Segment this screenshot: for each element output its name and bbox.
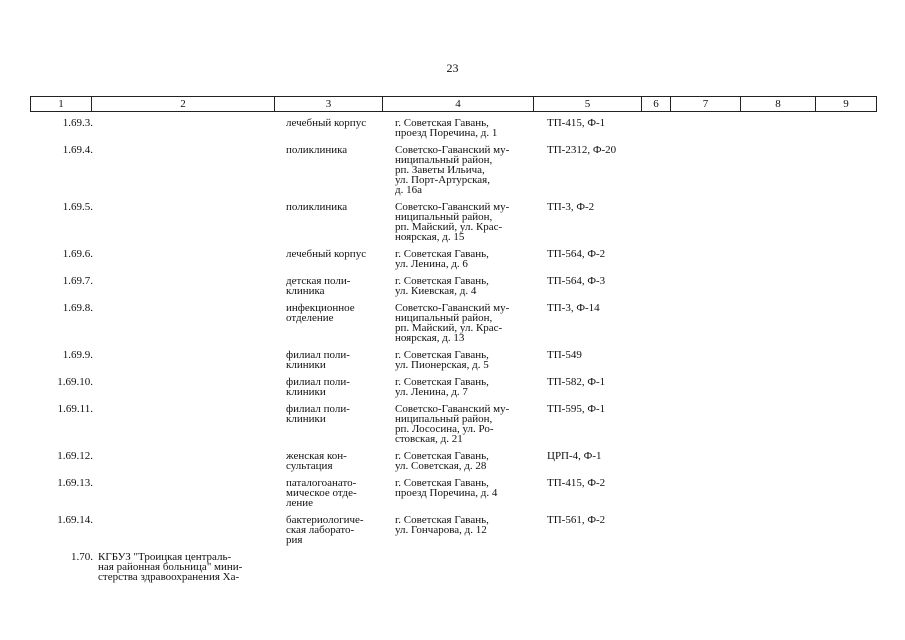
- table-row: [30, 118, 876, 138]
- organization-name: [98, 515, 283, 545]
- table-row: [30, 515, 876, 545]
- item-number: 1.69.3.: [62, 117, 93, 129]
- table-row: [30, 145, 876, 195]
- facility-object: [286, 118, 392, 138]
- item-number: 1.69.11.: [57, 403, 93, 415]
- power-feed: ТП-2312, Ф-20: [547, 144, 617, 156]
- organization-name: [98, 377, 283, 397]
- facility-address: [395, 276, 541, 296]
- column-number-4: 4: [383, 97, 534, 112]
- facility-object: [286, 145, 392, 195]
- table-row: [30, 350, 876, 370]
- facility-object: [286, 350, 392, 370]
- facility-address-line: ул. Киевская, д. 4: [395, 285, 477, 297]
- facility-object-line: бактериологиче-: [286, 514, 364, 526]
- facility-address-line: ул. Пионерская, д. 5: [395, 359, 489, 371]
- facility-address-line: ниципальный район,: [395, 154, 493, 166]
- column-number-3: 3: [275, 97, 383, 112]
- table-body: [30, 118, 876, 589]
- power-feed: ТП-415, Ф-2: [547, 477, 606, 489]
- facility-object-line: клиники: [286, 359, 326, 371]
- facility-address-line: рп. Майский, ул. Крас-: [395, 221, 503, 233]
- facility-address-line: ноярская, д. 13: [395, 332, 465, 344]
- facility-object: [286, 303, 392, 343]
- power-feed: [547, 552, 657, 582]
- organization-name: [98, 118, 283, 138]
- item-number: 1.69.4.: [62, 144, 93, 156]
- facility-object-line: сультация: [286, 460, 333, 472]
- facility-address-line: ул. Ленина, д. 7: [395, 386, 468, 398]
- facility-address-line: ноярская, д. 15: [395, 231, 465, 243]
- organization-name: [98, 202, 283, 242]
- facility-object-line: клиники: [286, 413, 326, 425]
- facility-address-line: г. Советская Гавань,: [395, 514, 489, 526]
- power-feed: ТП-415, Ф-1: [547, 117, 606, 129]
- power-feed: ТП-3, Ф-2: [547, 201, 595, 213]
- table-row: [30, 276, 876, 296]
- facility-object-line: лечебный корпус: [286, 248, 367, 260]
- facility-object-line: отделение: [286, 312, 334, 324]
- item-number: 1.69.8.: [62, 302, 93, 314]
- organization-name: [98, 303, 283, 343]
- facility-object-line: лечебный корпус: [286, 117, 367, 129]
- facility-address: [395, 249, 541, 269]
- item-number: 1.69.5.: [62, 201, 93, 213]
- facility-address-line: ниципальный район,: [395, 312, 493, 324]
- facility-address-line: ул. Гончарова, д. 12: [395, 524, 487, 536]
- table-row: [30, 404, 876, 444]
- facility-address-line: рп. Заветы Ильича,: [395, 164, 485, 176]
- facility-object: [286, 552, 392, 582]
- power-feed: ТП-561, Ф-2: [547, 514, 606, 526]
- table-row: [30, 377, 876, 397]
- facility-address: [395, 202, 541, 242]
- column-number-9: 9: [816, 97, 877, 112]
- item-number: 1.69.14.: [57, 514, 93, 526]
- facility-object: [286, 202, 392, 242]
- facility-address-line: г. Советская Гавань,: [395, 477, 489, 489]
- facility-address: [395, 303, 541, 343]
- facility-address-line: г. Советская Гавань,: [395, 275, 489, 287]
- power-feed: ТП-564, Ф-3: [547, 275, 606, 287]
- facility-object-line: ская лаборато-: [286, 524, 355, 536]
- power-feed: ТП-595, Ф-1: [547, 403, 606, 415]
- facility-address: [395, 478, 541, 508]
- power-feed: ЦРП-4, Ф-1: [547, 450, 602, 462]
- organization-name: [98, 276, 283, 296]
- power-feed: ТП-549: [547, 349, 582, 361]
- organization-name: [98, 552, 283, 582]
- facility-object-line: филиал поли-: [286, 349, 350, 361]
- power-feed: ТП-582, Ф-1: [547, 376, 606, 388]
- organization-name: [98, 249, 283, 269]
- facility-object-line: поликлиника: [286, 201, 348, 213]
- facility-object-line: ление: [286, 497, 314, 509]
- page-number: 23: [446, 61, 459, 75]
- facility-object-line: женская кон-: [286, 450, 347, 462]
- facility-object-line: клиника: [286, 285, 325, 297]
- facility-address-line: ниципальный район,: [395, 211, 493, 223]
- table-row: [30, 478, 876, 508]
- organization-name: [98, 145, 283, 195]
- item-number: 1.69.9.: [62, 349, 93, 361]
- facility-address-line: ул. Советская, д. 28: [395, 460, 487, 472]
- facility-address-line: Советско-Гаванский му-: [395, 144, 510, 156]
- facility-address: [395, 350, 541, 370]
- column-number-7: 7: [671, 97, 741, 112]
- organization-name-line: ная районная больница" мини-: [98, 561, 243, 573]
- facility-address-line: Советско-Гаванский му-: [395, 403, 510, 415]
- facility-address-line: стовская, д. 21: [395, 433, 463, 445]
- facility-address-line: ниципальный район,: [395, 413, 493, 425]
- facility-address-line: г. Советская Гавань,: [395, 349, 489, 361]
- table-row: [30, 202, 876, 242]
- item-number: 1.69.6.: [62, 248, 93, 260]
- facility-object-line: детская поли-: [286, 275, 351, 287]
- item-number: 1.69.10.: [57, 376, 93, 388]
- table-row: [30, 451, 876, 471]
- facility-address: [395, 404, 541, 444]
- facility-address-line: г. Советская Гавань,: [395, 117, 489, 129]
- organization-name: [98, 478, 283, 508]
- table-row: [30, 249, 876, 269]
- column-number-5: 5: [534, 97, 642, 112]
- facility-object-line: филиал поли-: [286, 403, 350, 415]
- facility-address-line: проезд Поречина, д. 1: [395, 127, 498, 139]
- facility-object: [286, 515, 392, 545]
- facility-address-line: рп. Лососина, ул. Ро-: [395, 423, 494, 435]
- facility-object-line: мическое отде-: [286, 487, 357, 499]
- facility-address: [395, 515, 541, 545]
- organization-name-line: КГБУЗ "Троицкая централь-: [98, 551, 232, 563]
- facility-address-line: рп. Майский, ул. Крас-: [395, 322, 503, 334]
- facility-object: [286, 276, 392, 296]
- facility-address-line: д. 16а: [395, 184, 422, 196]
- table-row: [30, 552, 876, 582]
- facility-object: [286, 249, 392, 269]
- facility-object-line: филиал поли-: [286, 376, 350, 388]
- facility-address-line: г. Советская Гавань,: [395, 248, 489, 260]
- facility-object: [286, 478, 392, 508]
- table-row: [30, 303, 876, 343]
- facility-address: [395, 451, 541, 471]
- column-number-8: 8: [741, 97, 816, 112]
- column-number-6: 6: [642, 97, 671, 112]
- facility-object-line: поликлиника: [286, 144, 348, 156]
- facility-object-line: рия: [286, 534, 303, 546]
- facility-object: [286, 451, 392, 471]
- facility-address: [395, 377, 541, 397]
- column-number-1: 1: [31, 97, 92, 112]
- item-number: 1.70.: [71, 551, 93, 563]
- facility-object-line: паталогоанато-: [286, 477, 357, 489]
- power-feed: ТП-3, Ф-14: [547, 302, 600, 314]
- facility-address-line: проезд Поречина, д. 4: [395, 487, 498, 499]
- facility-address: [395, 145, 541, 195]
- power-feed: ТП-564, Ф-2: [547, 248, 606, 260]
- facility-address-line: Советско-Гаванский му-: [395, 201, 510, 213]
- column-number-header: [30, 96, 877, 112]
- item-number: 1.69.7.: [62, 275, 93, 287]
- organization-name-line: стерства здравоохранения Ха-: [98, 571, 240, 583]
- facility-address-line: Советско-Гаванский му-: [395, 302, 510, 314]
- item-number: 1.69.12.: [57, 450, 93, 462]
- facility-address-line: ул. Порт-Артурская,: [395, 174, 490, 186]
- facility-address-line: г. Советская Гавань,: [395, 450, 489, 462]
- item-number: 1.69.13.: [57, 477, 93, 489]
- organization-name: [98, 404, 283, 444]
- facility-object: [286, 404, 392, 444]
- facility-object: [286, 377, 392, 397]
- facility-address-line: ул. Ленина, д. 6: [395, 258, 468, 270]
- organization-name: [98, 451, 283, 471]
- column-number-2: 2: [92, 97, 275, 112]
- facility-object-line: инфекционное: [286, 302, 355, 314]
- organization-name: [98, 350, 283, 370]
- facility-address-line: г. Советская Гавань,: [395, 376, 489, 388]
- facility-address: [395, 552, 541, 582]
- facility-address: [395, 118, 541, 138]
- facility-object-line: клиники: [286, 386, 326, 398]
